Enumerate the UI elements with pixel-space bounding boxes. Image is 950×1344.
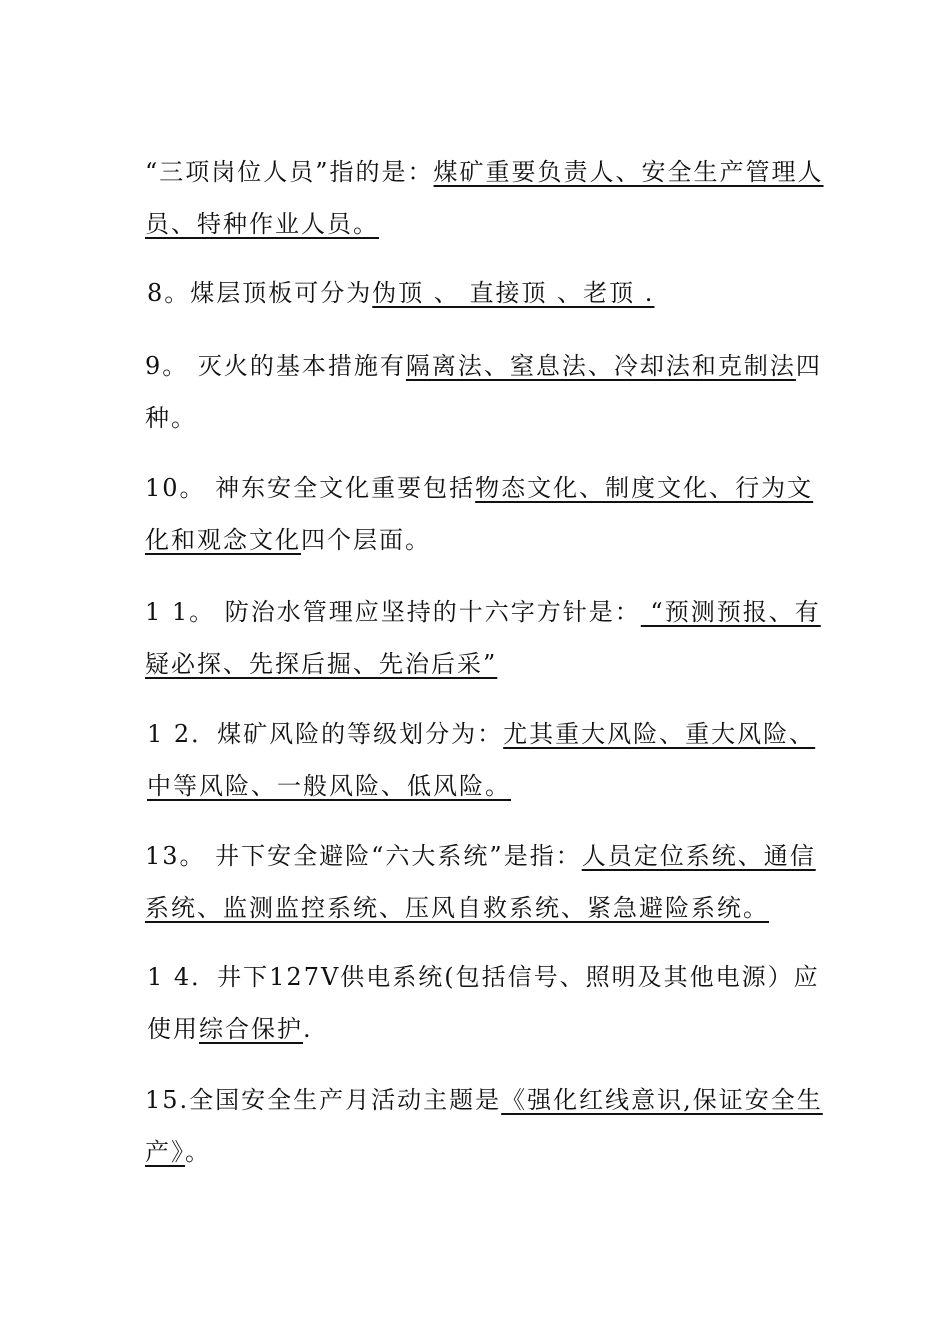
answer-text: 综合保护 xyxy=(199,1015,303,1043)
answer-text: 尤其重大风险、重大风险、中等风险、一般风险、低风险。 xyxy=(147,720,816,800)
answer-text: 伪顶 、 直接顶 、老顶 . xyxy=(372,279,655,307)
question-suffix: . xyxy=(303,1015,313,1043)
question-item xyxy=(145,586,825,690)
answer-text: 煤矿重要负责人、安全生产管理人员、特种作业人员。 xyxy=(145,158,824,238)
answer-text: 人员定位系统、通信系统、监测监控系统、压风自救系统、紧急避险系统。 xyxy=(145,842,816,922)
question-text: 13。 井下安全避险“六大系统”是指： xyxy=(145,842,582,870)
answer-text: “预测预报、有疑必探、先探后掘、先治后采” xyxy=(145,598,821,678)
question-text: 1 4．井下127V供电系统(包括信号、照明及其他电源）应使用 xyxy=(147,963,820,1043)
question-item xyxy=(145,830,825,934)
question-item xyxy=(145,462,825,566)
answer-text: 隔离法、窒息法、冷却法和克制法 xyxy=(405,352,796,380)
question-item xyxy=(147,708,837,812)
question-text: 1 2．煤矿风险的等级划分为： xyxy=(147,720,504,748)
question-item xyxy=(147,267,827,319)
question-item xyxy=(147,951,827,1055)
question-text: “三项岗位人员”指的是： xyxy=(145,158,434,186)
question-item xyxy=(145,146,825,250)
question-text: 1 1。 防治水管理应坚持的十六字方针是： xyxy=(145,598,641,626)
question-text: 10。 神东安全文化重要包括 xyxy=(145,474,476,502)
question-text: 9。 灭火的基本措施有 xyxy=(145,352,406,380)
question-suffix: 四个层面。 xyxy=(301,526,431,554)
answer-text: 《强化红线意识,保证安全生产》 xyxy=(145,1086,823,1166)
question-suffix: 。 xyxy=(185,1138,211,1166)
question-item xyxy=(145,1074,825,1178)
answer-text: 物态文化、制度文化、行为文化和观念文化 xyxy=(145,474,814,554)
question-item xyxy=(145,340,825,444)
question-suffix: 四种。 xyxy=(145,352,822,432)
question-text: 15.全国安全生产月活动主题是 xyxy=(145,1086,502,1114)
question-text: 8。煤层顶板可分为 xyxy=(147,279,373,307)
